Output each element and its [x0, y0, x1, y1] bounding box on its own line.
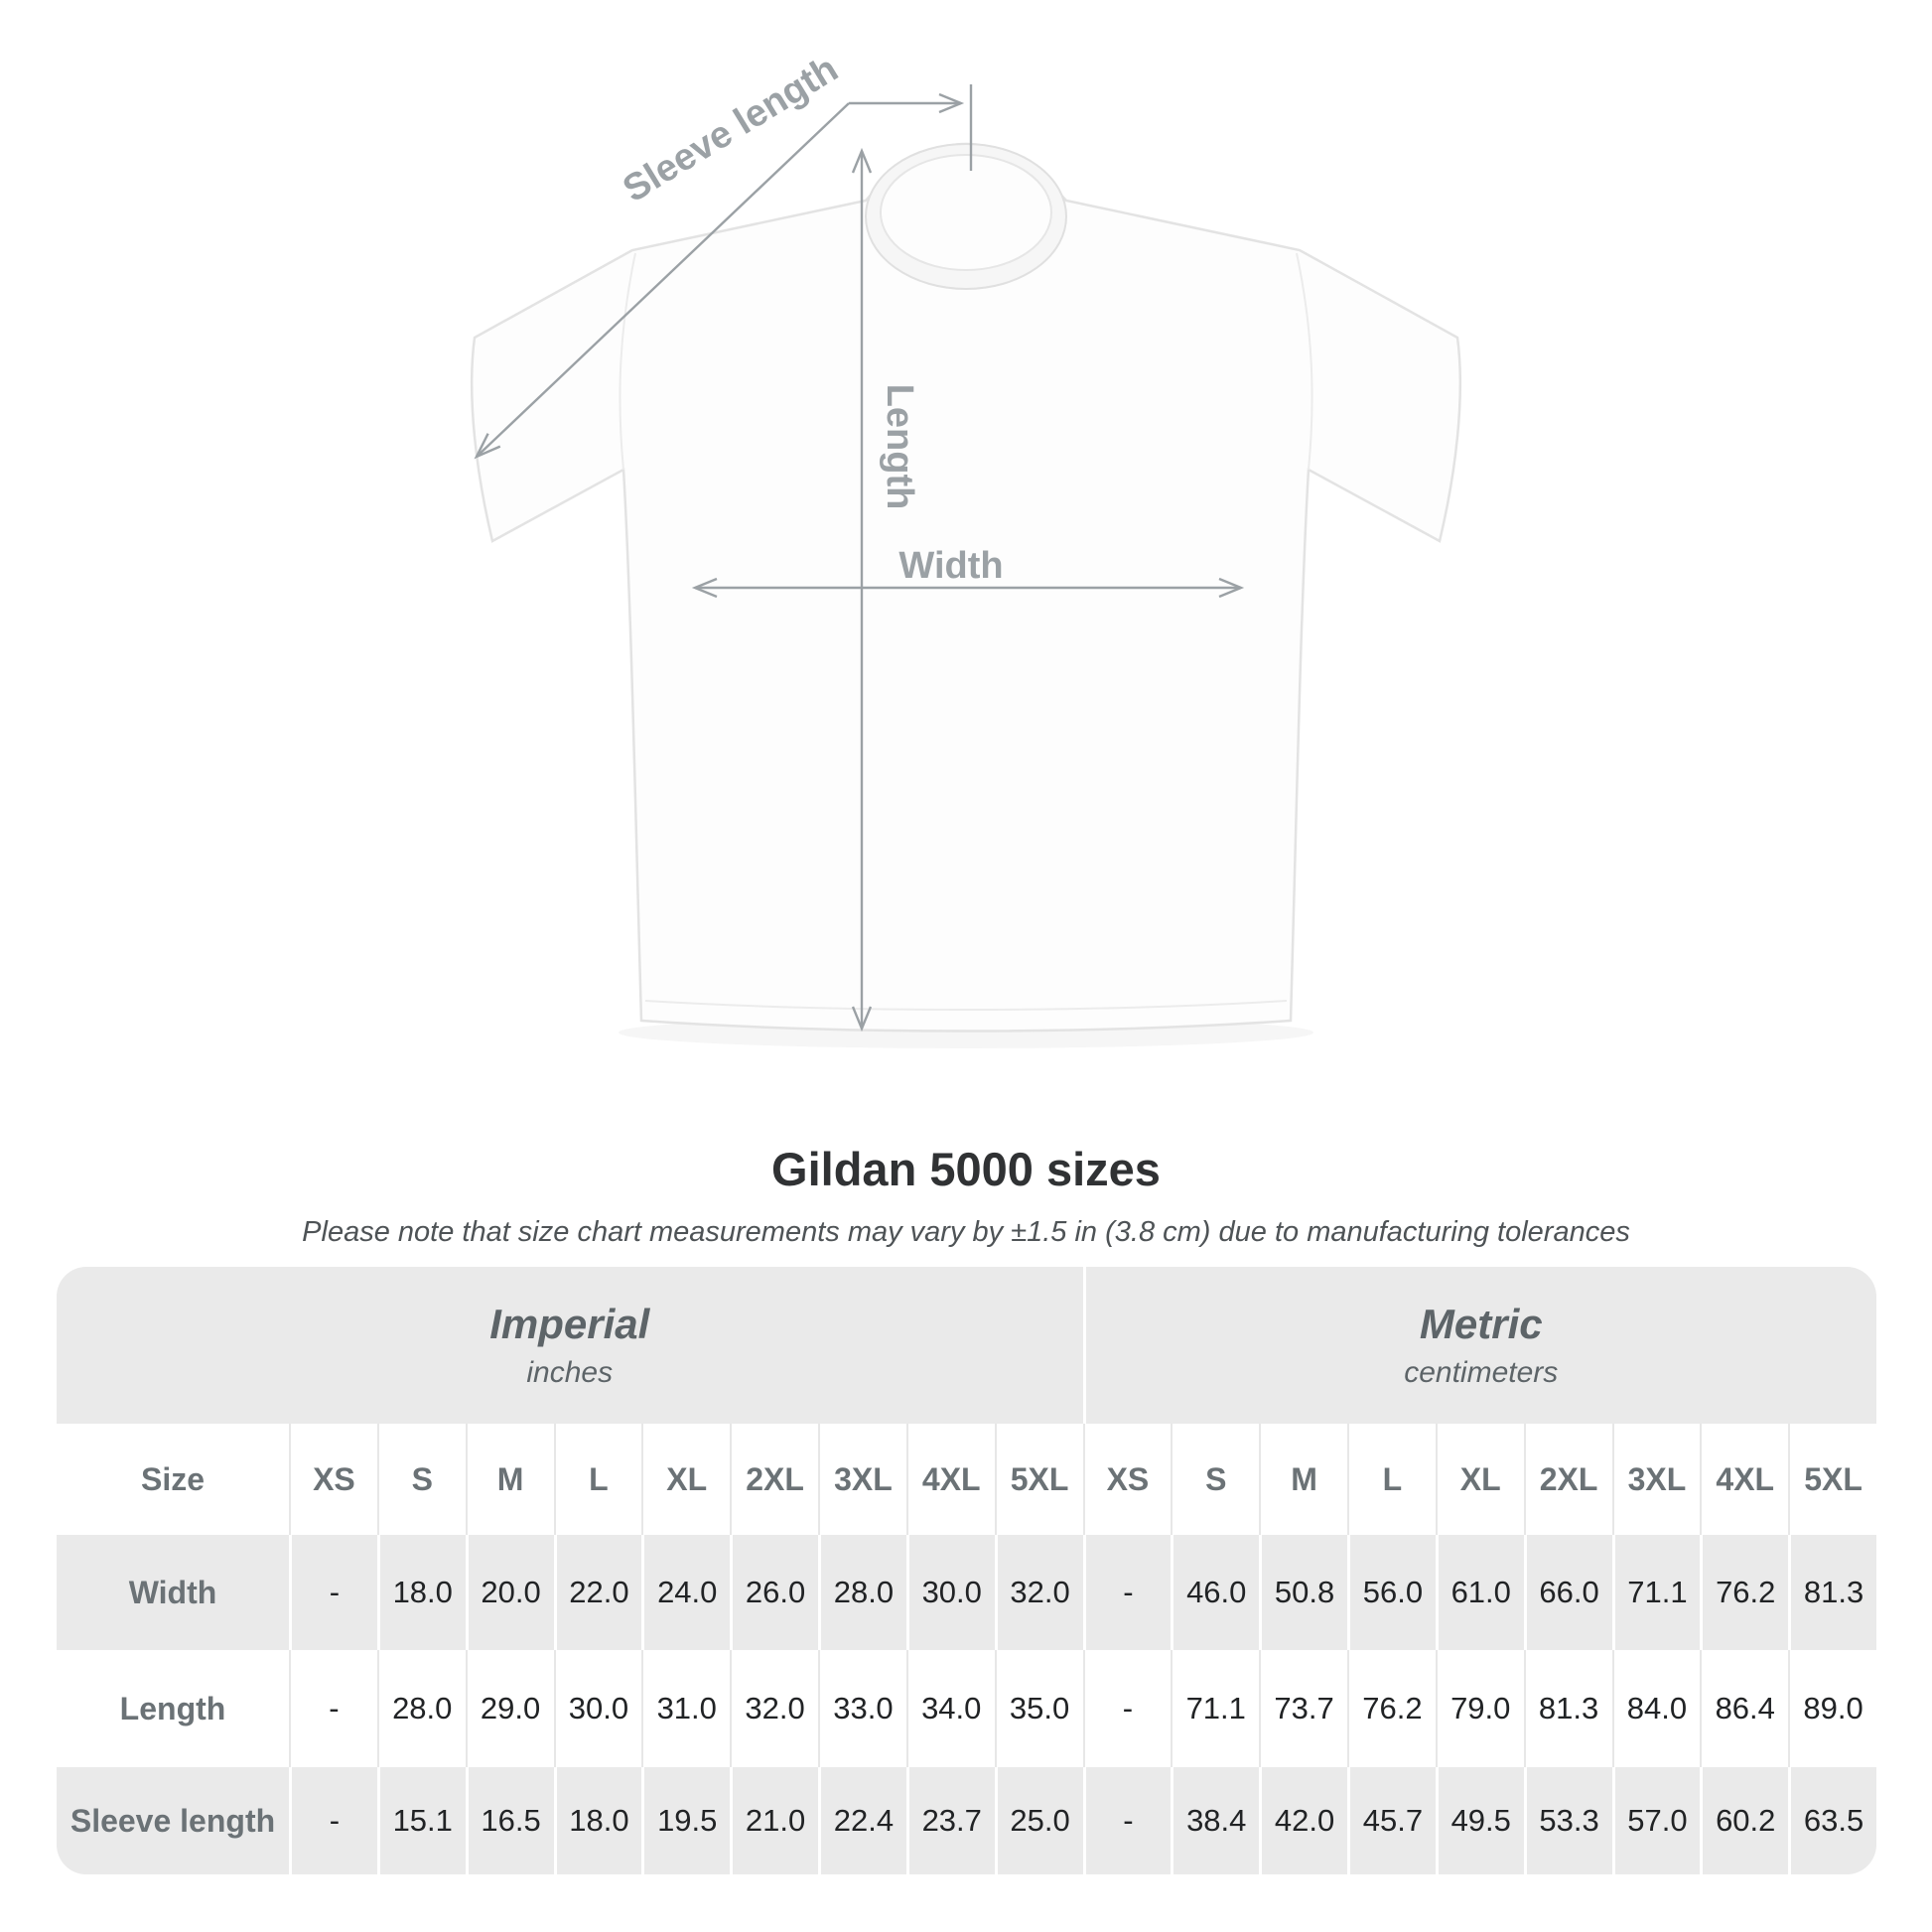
unit-group-label: Metric [1419, 1301, 1543, 1347]
length-label: Length [878, 383, 920, 510]
table-value: 19.5 [641, 1767, 730, 1874]
column-header-metric-l: L [1347, 1424, 1436, 1535]
title-block [0, 1140, 1932, 1251]
table-value: 30.0 [906, 1535, 995, 1650]
table-value: 61.0 [1436, 1535, 1524, 1650]
table-value: 22.4 [818, 1767, 906, 1874]
table-value: - [1083, 1650, 1172, 1767]
column-header-imperial-l: L [554, 1424, 642, 1535]
page-title: Gildan 5000 sizes [771, 1143, 1161, 1195]
column-header-size: Size [57, 1424, 289, 1535]
unit-group-label: Imperial [489, 1301, 650, 1347]
table-value: 49.5 [1436, 1767, 1524, 1874]
table-value: 86.4 [1700, 1650, 1788, 1767]
table-value: 26.0 [730, 1535, 818, 1650]
column-header-metric-4xl: 4XL [1700, 1424, 1788, 1535]
table-value: 35.0 [995, 1650, 1083, 1767]
table-value: 79.0 [1436, 1650, 1524, 1767]
column-header-metric-3xl: 3XL [1612, 1424, 1701, 1535]
table-value: 53.3 [1524, 1767, 1612, 1874]
table-value: - [289, 1535, 377, 1650]
table-value: 63.5 [1788, 1767, 1876, 1874]
table-value: 81.3 [1524, 1650, 1612, 1767]
table-value: 33.0 [818, 1650, 906, 1767]
column-header-metric-5xl: 5XL [1788, 1424, 1876, 1535]
table-value: 23.7 [906, 1767, 995, 1874]
table-value: 71.1 [1612, 1535, 1701, 1650]
row-label-length: Length [57, 1650, 289, 1767]
row-label-width: Width [57, 1535, 289, 1650]
table-value: 15.1 [377, 1767, 466, 1874]
table-value: 81.3 [1788, 1535, 1876, 1650]
table-value: - [1083, 1767, 1172, 1874]
unit-group-imperial [57, 1267, 1083, 1424]
table-value: 46.0 [1171, 1535, 1259, 1650]
table-value: - [289, 1650, 377, 1767]
column-header-imperial-5xl: 5XL [995, 1424, 1083, 1535]
size-table [57, 1267, 1876, 1874]
table-value: 76.2 [1347, 1650, 1436, 1767]
table-value: 57.0 [1612, 1767, 1701, 1874]
column-header-imperial-m: M [466, 1424, 554, 1535]
table-value: 73.7 [1259, 1650, 1347, 1767]
table-value: 21.0 [730, 1767, 818, 1874]
table-value: 30.0 [554, 1650, 642, 1767]
table-value: 22.0 [554, 1535, 642, 1650]
column-header-imperial-xs: XS [289, 1424, 377, 1535]
table-value: 84.0 [1612, 1650, 1701, 1767]
table-value: 32.0 [730, 1650, 818, 1767]
table-value: 76.2 [1700, 1535, 1788, 1650]
unit-group-sublabel: centimeters [1404, 1356, 1559, 1389]
column-header-imperial-xl: XL [641, 1424, 730, 1535]
table-value: 60.2 [1700, 1767, 1788, 1874]
column-header-metric-xl: XL [1436, 1424, 1524, 1535]
table-value: 89.0 [1788, 1650, 1876, 1767]
column-header-imperial-2xl: 2XL [730, 1424, 818, 1535]
table-value: 50.8 [1259, 1535, 1347, 1650]
table-value: - [289, 1767, 377, 1874]
table-value: - [1083, 1535, 1172, 1650]
table-value: 32.0 [995, 1535, 1083, 1650]
table-value: 24.0 [641, 1535, 730, 1650]
table-value: 28.0 [818, 1535, 906, 1650]
column-header-metric-xs: XS [1083, 1424, 1172, 1535]
table-value: 28.0 [377, 1650, 466, 1767]
table-value: 38.4 [1171, 1767, 1259, 1874]
column-header-imperial-s: S [377, 1424, 466, 1535]
column-header-metric-s: S [1171, 1424, 1259, 1535]
collar-inner [881, 155, 1051, 270]
column-header-imperial-3xl: 3XL [818, 1424, 906, 1535]
table-value: 45.7 [1347, 1767, 1436, 1874]
column-header-imperial-4xl: 4XL [906, 1424, 995, 1535]
sleeve-length-label: Sleeve length [616, 48, 846, 211]
table-value: 66.0 [1524, 1535, 1612, 1650]
unit-group-metric [1083, 1267, 1877, 1424]
column-header-metric-m: M [1259, 1424, 1347, 1535]
table-value: 31.0 [641, 1650, 730, 1767]
table-value: 16.5 [466, 1767, 554, 1874]
table-value: 25.0 [995, 1767, 1083, 1874]
table-value: 56.0 [1347, 1535, 1436, 1650]
column-header-metric-2xl: 2XL [1524, 1424, 1612, 1535]
unit-group-sublabel: inches [526, 1356, 614, 1389]
width-label: Width [898, 545, 1004, 588]
table-value: 71.1 [1171, 1650, 1259, 1767]
table-value: 29.0 [466, 1650, 554, 1767]
table-value: 34.0 [906, 1650, 995, 1767]
table-value: 20.0 [466, 1535, 554, 1650]
table-value: 18.0 [377, 1535, 466, 1650]
tolerance-note: Please note that size chart measurements may vary by ±1.5 in (3.8 cm) due to manufacturing tolerances [302, 1216, 1630, 1248]
table-value: 42.0 [1259, 1767, 1347, 1874]
table-value: 18.0 [554, 1767, 642, 1874]
row-label-sleeve-length: Sleeve length [57, 1767, 289, 1874]
